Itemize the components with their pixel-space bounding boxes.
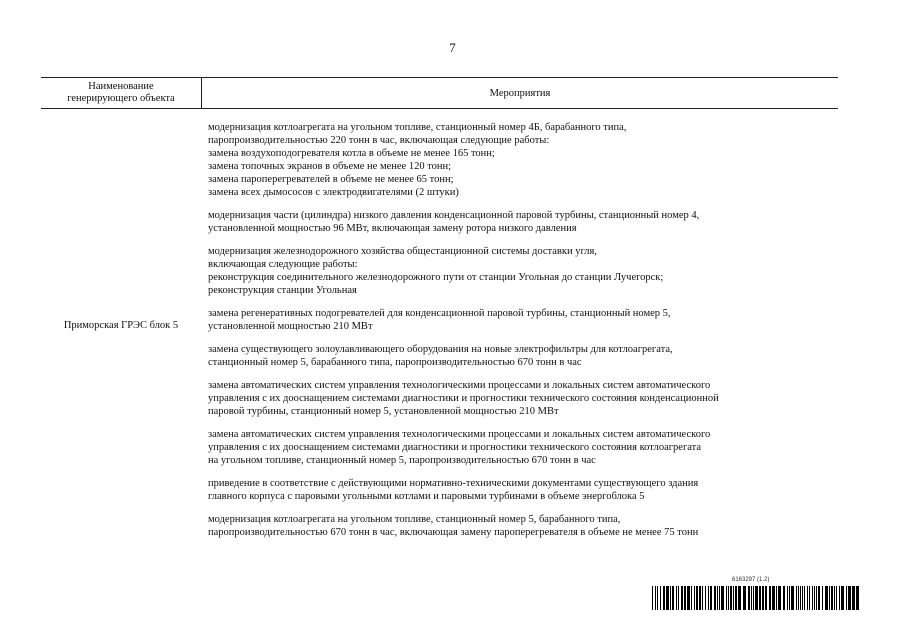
barcode-bar xyxy=(769,586,771,610)
barcode-bar xyxy=(672,586,674,610)
barcode-bar xyxy=(772,586,775,610)
barcode-bar xyxy=(834,586,835,610)
barcode-bar xyxy=(796,586,797,610)
generating-object-name: Приморская ГРЭС блок 5 xyxy=(63,320,179,331)
barcode-bar xyxy=(699,586,701,610)
measure-line: реконструкция соединительного железнодорожного пути от станции Угольная до станции Лучегорск; xyxy=(208,272,664,283)
barcode-bar xyxy=(829,586,830,610)
measure-item xyxy=(208,428,840,467)
measure-line: модернизация железнодорожного хозяйства общестанционной системы доставки угля, xyxy=(208,246,597,257)
measure-line: замена воздухоподогревателя котла в объеме не менее 165 тонн; xyxy=(208,148,495,159)
barcode-bar xyxy=(789,586,790,610)
barcode-bar xyxy=(809,586,810,610)
measure-line: замена существующего золоулавливающего оборудования на новые электрофильтры для котлоагрегата, xyxy=(208,344,673,355)
barcode-bar xyxy=(714,586,716,610)
barcode-bar xyxy=(800,586,801,610)
measure-line: модернизация котлоагрегата на угольном топливе, станционный номер 4Б, барабанного типа, xyxy=(208,122,627,133)
measure-item xyxy=(208,121,840,199)
measure-line: на угольном топливе, станционный номер 5, паропроизводительностью 670 тонн в час xyxy=(208,455,596,466)
document-code: 6163297 (1.2) xyxy=(732,577,770,583)
measure-line: модернизация части (цилиндра) низкого давления конденсационной паровой турбины, станционный номер 4, xyxy=(208,210,700,221)
measure-line: модернизация котлоагрегата на угольном топливе, станционный номер 5, барабанного типа, xyxy=(208,514,621,525)
barcode-bar xyxy=(696,586,698,610)
barcode-bar xyxy=(702,586,703,610)
barcode-bar xyxy=(710,586,712,610)
measure-item xyxy=(208,307,840,333)
measure-line: паропроизводительностью 670 тонн в час, включающая замену пароперегревателя в объеме не менее 75 тонн xyxy=(208,527,699,538)
measure-line: станционный номер 5, барабанного типа, паропроизводительностью 670 тонн в час xyxy=(208,357,582,368)
measure-line: замена всех дымососов с электродвигателями (2 штуки) xyxy=(208,187,459,198)
barcode-bar xyxy=(798,586,799,610)
barcode-bar xyxy=(755,586,758,610)
barcode-bar xyxy=(728,586,729,610)
barcode-bar xyxy=(691,586,692,610)
measure-line: включающая следующие работы: xyxy=(208,259,358,270)
barcode-bar xyxy=(831,586,833,610)
table-header xyxy=(41,77,838,109)
barcode-bar xyxy=(846,586,847,610)
header-column-object xyxy=(41,78,202,108)
barcode-bar xyxy=(814,586,815,610)
barcode-bar xyxy=(751,586,752,610)
header-column-object-line2: генерирующего объекта xyxy=(67,93,175,104)
measure-line: замена регенеративных подогревателей для конденсационной паровой турбины, станционный номер 5, xyxy=(208,308,671,319)
barcode-bar xyxy=(848,586,851,610)
barcode-bar xyxy=(852,586,855,610)
measure-line: управления с их дооснащением системами диагностики и прогностики технического состояния котлоагрегата xyxy=(208,442,702,453)
barcode-bar xyxy=(738,586,741,610)
barcode-bar xyxy=(684,586,686,610)
barcode-bar xyxy=(652,586,653,610)
barcode-bar xyxy=(762,586,764,610)
barcode-bar xyxy=(856,586,859,610)
barcode-bar xyxy=(681,586,683,610)
barcode-bar xyxy=(825,586,828,610)
barcode-bar xyxy=(778,586,781,610)
barcode-bar xyxy=(730,586,732,610)
measure-item xyxy=(208,343,840,369)
measure-item xyxy=(208,379,840,418)
barcode-bar xyxy=(783,586,785,610)
measure-line: замена пароперегревателей в объеме не менее 65 тонн; xyxy=(208,174,454,185)
barcode-bar xyxy=(802,586,803,610)
barcode-bar xyxy=(841,586,844,610)
barcode-bar xyxy=(717,586,718,610)
barcode-bar xyxy=(753,586,754,610)
barcode-bar xyxy=(670,586,671,610)
measure-item xyxy=(208,245,840,297)
barcode xyxy=(652,586,862,610)
measure-line: управления с их дооснащением системами диагностики и прогностики технического состояния конденсационной xyxy=(208,393,719,404)
barcode-bar xyxy=(839,586,840,610)
barcode-bar xyxy=(776,586,777,610)
barcode-bar xyxy=(765,586,767,610)
barcode-bar xyxy=(726,586,727,610)
measure-line: замена топочных экранов в объеме не менее 120 тонн; xyxy=(208,161,452,172)
header-column-object-line1: Наименование xyxy=(88,81,154,92)
page-number: 7 xyxy=(449,40,456,55)
measure-line: паровой турбины, станционный номер 5, установленной мощностью 210 МВт xyxy=(208,406,559,417)
barcode-bar xyxy=(735,586,737,610)
measures-list xyxy=(208,121,840,549)
barcode-bar xyxy=(660,586,661,610)
measure-line: замена автоматических систем управления технологическими процессами и локальных систем автоматического xyxy=(208,380,711,391)
barcode-bar xyxy=(666,586,669,610)
barcode-bar xyxy=(678,586,679,610)
measure-line: установленной мощностью 210 МВт xyxy=(208,321,373,332)
barcode-bar xyxy=(705,586,706,610)
barcode-bar xyxy=(687,586,690,610)
measure-line: реконструкция станции Угольная xyxy=(208,285,357,296)
barcode-bar xyxy=(812,586,813,610)
measure-item xyxy=(208,477,840,503)
barcode-bar xyxy=(759,586,761,610)
barcode-bar xyxy=(657,586,658,610)
barcode-bar xyxy=(708,586,709,610)
barcode-bar xyxy=(676,586,677,610)
barcode-bar xyxy=(804,586,805,610)
barcode-bar xyxy=(733,586,734,610)
barcode-bar xyxy=(818,586,820,610)
barcode-bar xyxy=(816,586,817,610)
barcode-bar xyxy=(663,586,665,610)
measure-item xyxy=(208,513,840,539)
barcode-bar xyxy=(694,586,695,610)
barcode-bar xyxy=(655,586,656,610)
barcode-bar xyxy=(787,586,788,610)
barcode-bar xyxy=(836,586,837,610)
measure-line: паропроизводительностью 220 тонн в час, включающая следующие работы: xyxy=(208,135,550,146)
barcode-bar xyxy=(748,586,750,610)
barcode-bar xyxy=(791,586,794,610)
barcode-bar xyxy=(721,586,724,610)
header-column-measures: Мероприятия xyxy=(489,87,551,99)
measure-line: приведение в соответствие с действующими нормативно-техническими документами существующего здания xyxy=(208,478,699,489)
measure-line: установленной мощностью 96 МВт, включающая замену ротора низкого давления xyxy=(208,223,577,234)
measure-item xyxy=(208,209,840,235)
barcode-bar xyxy=(743,586,746,610)
barcode-bar xyxy=(807,586,808,610)
measure-line: замена автоматических систем управления технологическими процессами и локальных систем автоматического xyxy=(208,429,711,440)
measure-line: главного корпуса с паровыми угольными котлами и паровыми турбинами в объеме энергоблока 5 xyxy=(208,491,645,502)
barcode-bar xyxy=(719,586,720,610)
barcode-bar xyxy=(822,586,823,610)
